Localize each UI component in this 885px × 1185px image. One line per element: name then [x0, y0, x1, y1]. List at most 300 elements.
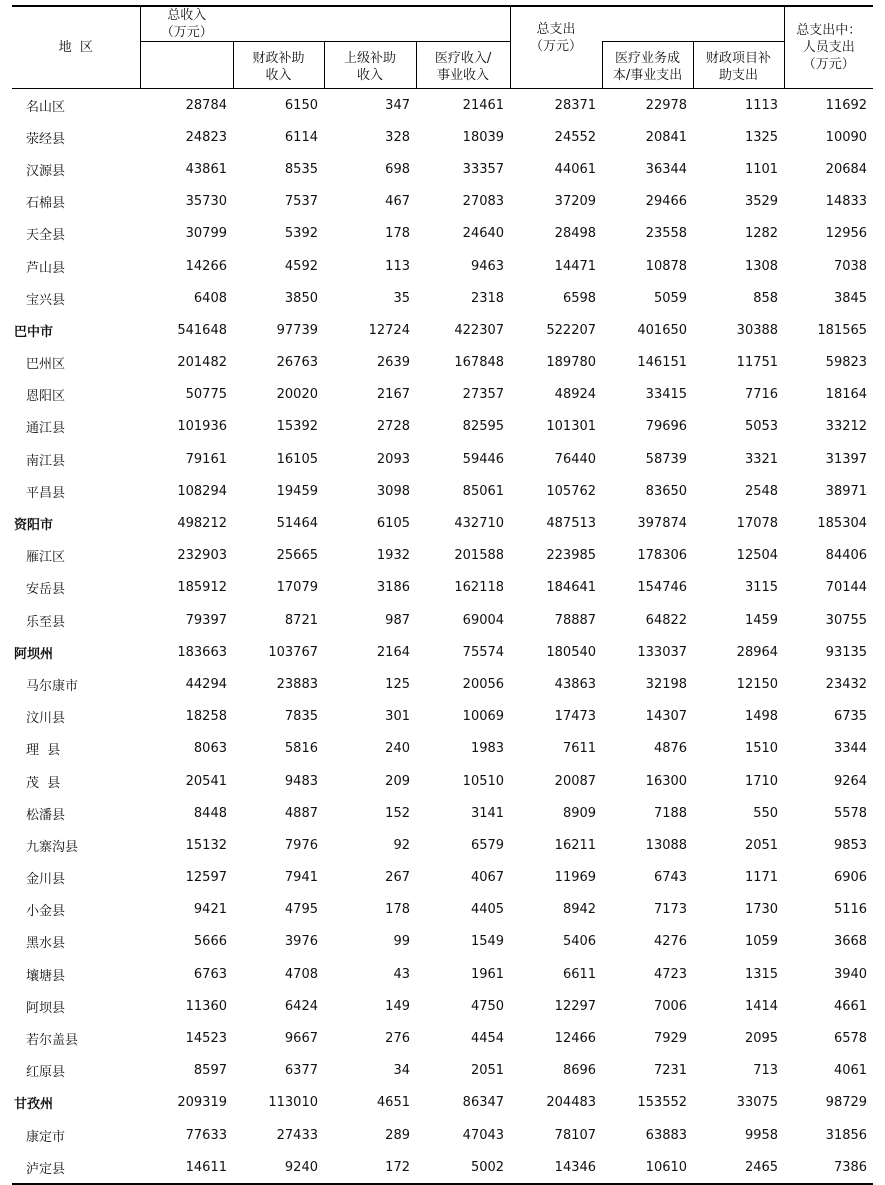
- table-header: [12, 6, 873, 89]
- value-cell: 541648: [177, 322, 227, 338]
- value-cell: 9463: [470, 258, 505, 274]
- region-name-cell: 阿坝州: [14, 646, 54, 662]
- value-cell: 17079: [276, 580, 318, 596]
- table-row: [12, 636, 873, 668]
- value-cell: 6735: [833, 709, 868, 725]
- value-cell: 27083: [462, 194, 505, 210]
- value-cell: 713: [753, 1063, 779, 1079]
- value-cell: 522207: [546, 322, 597, 338]
- value-cell: 113: [385, 258, 410, 274]
- value-cell: 2167: [376, 387, 410, 403]
- value-cell: 7188: [653, 805, 688, 821]
- value-cell: 14307: [645, 709, 688, 725]
- table-row: [12, 733, 873, 765]
- value-cell: 5059: [653, 290, 688, 306]
- value-cell: 152: [385, 805, 410, 821]
- value-cell: 9483: [284, 773, 318, 789]
- table-row: [12, 572, 873, 604]
- table-body: [12, 89, 873, 1185]
- value-cell: 32198: [645, 676, 688, 692]
- value-cell: 3098: [376, 483, 410, 499]
- value-cell: 347: [385, 97, 410, 113]
- value-cell: 178: [385, 902, 410, 918]
- table-row: [12, 1055, 873, 1087]
- value-cell: 397874: [637, 516, 688, 532]
- value-cell: 184641: [546, 580, 597, 596]
- value-cell: 4405: [470, 902, 505, 918]
- value-cell: 9421: [193, 902, 227, 918]
- table-row: [12, 475, 873, 507]
- value-cell: 27357: [462, 387, 505, 403]
- value-cell: 1325: [744, 129, 779, 145]
- table-row: [12, 186, 873, 218]
- region-name-cell: 红原县: [26, 1065, 66, 1081]
- value-cell: 7976: [284, 837, 318, 853]
- value-cell: 2728: [376, 419, 410, 435]
- value-cell: 2095: [744, 1031, 779, 1047]
- value-cell: 76440: [554, 451, 597, 467]
- value-cell: 276: [385, 1031, 410, 1047]
- value-cell: 6105: [376, 516, 410, 532]
- value-cell: 8063: [193, 741, 227, 757]
- value-cell: 2318: [470, 290, 505, 306]
- region-name-cell: 雁江区: [26, 550, 66, 566]
- value-cell: 3344: [833, 741, 868, 757]
- value-cell: 31856: [825, 1127, 868, 1143]
- value-cell: 698: [385, 161, 410, 177]
- value-cell: 498212: [177, 516, 227, 532]
- region-name-cell: 巴州区: [26, 357, 66, 373]
- value-cell: 7611: [562, 741, 597, 757]
- table-row: [12, 250, 873, 282]
- value-cell: 2093: [376, 451, 410, 467]
- table-row: [12, 1022, 873, 1054]
- value-cell: 18258: [185, 709, 227, 725]
- value-cell: 78887: [554, 612, 597, 628]
- region-name-cell: 安岳县: [26, 582, 66, 598]
- value-cell: 43: [393, 966, 410, 982]
- value-cell: 18039: [462, 129, 505, 145]
- value-cell: 20087: [554, 773, 597, 789]
- value-cell: 189780: [546, 355, 597, 371]
- value-cell: 82595: [462, 419, 505, 435]
- table-row: [12, 443, 873, 475]
- value-cell: 51464: [276, 516, 318, 532]
- value-cell: 153552: [637, 1095, 688, 1111]
- table-row: [12, 862, 873, 894]
- region-name-cell: 汉源县: [26, 163, 66, 179]
- value-cell: 18164: [825, 387, 868, 403]
- value-cell: 79696: [645, 419, 688, 435]
- value-cell: 36344: [645, 161, 688, 177]
- table-row: [12, 121, 873, 153]
- table-row: [12, 507, 873, 539]
- value-cell: 180540: [546, 644, 597, 660]
- value-cell: 1315: [744, 966, 779, 982]
- value-cell: 289: [385, 1127, 410, 1143]
- value-cell: 12956: [825, 226, 868, 242]
- value-cell: 223985: [546, 548, 597, 564]
- value-cell: 2639: [376, 355, 410, 371]
- table-row: [12, 765, 873, 797]
- value-cell: 1932: [376, 548, 410, 564]
- value-cell: 4661: [833, 998, 868, 1014]
- value-cell: 5578: [833, 805, 868, 821]
- value-cell: 4795: [284, 902, 318, 918]
- value-cell: 9667: [284, 1031, 318, 1047]
- value-cell: 1510: [744, 741, 779, 757]
- region-name-cell: 巴中市: [14, 324, 54, 340]
- value-cell: 7716: [744, 387, 779, 403]
- value-cell: 14471: [554, 258, 597, 274]
- value-cell: 1414: [744, 998, 779, 1014]
- region-name-cell: 金川县: [26, 872, 66, 888]
- value-cell: 8597: [193, 1063, 227, 1079]
- value-cell: 27433: [276, 1127, 318, 1143]
- value-cell: 44294: [185, 676, 227, 692]
- value-cell: 3850: [284, 290, 318, 306]
- table-row: [12, 218, 873, 250]
- value-cell: 8721: [284, 612, 318, 628]
- table-row: [12, 926, 873, 958]
- table-row: [12, 894, 873, 926]
- value-cell: 79397: [185, 612, 227, 628]
- value-cell: 19459: [276, 483, 318, 499]
- table-row: [12, 1119, 873, 1151]
- value-cell: 10510: [462, 773, 505, 789]
- value-cell: 487513: [546, 516, 597, 532]
- value-cell: 3976: [284, 934, 318, 950]
- value-cell: 1710: [744, 773, 779, 789]
- value-cell: 858: [753, 290, 779, 306]
- value-cell: 8909: [562, 805, 597, 821]
- table-row: [12, 411, 873, 443]
- value-cell: 6743: [653, 870, 688, 886]
- value-cell: 7231: [653, 1063, 688, 1079]
- region-name-cell: 泸定县: [12, 1151, 140, 1184]
- value-cell: 47043: [462, 1127, 505, 1143]
- value-cell: 3668: [833, 934, 868, 950]
- value-cell: 3141: [470, 805, 505, 821]
- value-cell: 59446: [462, 451, 505, 467]
- value-cell: 33075: [736, 1095, 779, 1111]
- value-cell: 105762: [546, 483, 597, 499]
- value-cell: 185912: [177, 580, 227, 596]
- value-cell: 149: [385, 998, 410, 1014]
- statistics-table-container: [12, 5, 873, 1185]
- value-cell: 181565: [817, 322, 868, 338]
- value-cell: 63883: [645, 1127, 688, 1143]
- value-cell: 2465: [693, 1151, 784, 1184]
- value-cell: 9240: [233, 1151, 324, 1184]
- value-cell: 3115: [744, 580, 779, 596]
- value-cell: 5392: [284, 226, 318, 242]
- value-cell: 467: [385, 194, 410, 210]
- header-superior-subsidy-income: 上级补助 收入: [324, 42, 416, 89]
- value-cell: 12597: [185, 870, 227, 886]
- value-cell: 20020: [276, 387, 318, 403]
- value-cell: 1549: [470, 934, 505, 950]
- region-name-cell: 理 县: [26, 743, 61, 759]
- value-cell: 10090: [825, 129, 868, 145]
- value-cell: 5406: [562, 934, 597, 950]
- table-row: [12, 89, 873, 122]
- value-cell: 987: [385, 612, 410, 628]
- value-cell: 4723: [653, 966, 688, 982]
- table-row: [12, 379, 873, 411]
- region-name-cell: 茂 县: [26, 775, 61, 791]
- value-cell: 550: [753, 805, 779, 821]
- value-cell: 35730: [185, 194, 227, 210]
- value-cell: 17473: [554, 709, 597, 725]
- value-cell: 6763: [193, 966, 227, 982]
- value-cell: 1730: [744, 902, 779, 918]
- value-cell: 133037: [637, 644, 688, 660]
- header-total-expenditure: 总支出 （万元）: [510, 6, 602, 89]
- table-row: [12, 347, 873, 379]
- region-name-cell: 通江县: [26, 421, 66, 437]
- value-cell: 97739: [276, 322, 318, 338]
- value-cell: 12297: [554, 998, 597, 1014]
- value-cell: 20056: [462, 676, 505, 692]
- table-row: [12, 604, 873, 636]
- value-cell: 98729: [825, 1095, 868, 1111]
- region-name-cell: 恩阳区: [26, 389, 66, 405]
- value-cell: 6611: [562, 966, 597, 982]
- value-cell: 6578: [833, 1031, 868, 1047]
- value-cell: 44061: [554, 161, 597, 177]
- value-cell: 8448: [193, 805, 227, 821]
- header-income-group: [233, 6, 510, 42]
- value-cell: 1498: [744, 709, 779, 725]
- value-cell: 103767: [268, 644, 318, 660]
- value-cell: 162118: [454, 580, 505, 596]
- value-cell: 8535: [284, 161, 318, 177]
- value-cell: 167848: [454, 355, 505, 371]
- value-cell: 14611: [140, 1151, 233, 1184]
- value-cell: 178306: [637, 548, 688, 564]
- value-cell: 11360: [185, 998, 227, 1014]
- value-cell: 83650: [645, 483, 688, 499]
- value-cell: 10610: [602, 1151, 693, 1184]
- value-cell: 3529: [744, 194, 779, 210]
- region-name-cell: 若尔盖县: [26, 1033, 79, 1049]
- value-cell: 5002: [416, 1151, 510, 1184]
- value-cell: 9958: [744, 1127, 779, 1143]
- value-cell: 58739: [645, 451, 688, 467]
- value-cell: 86347: [462, 1095, 505, 1111]
- value-cell: 11692: [825, 97, 868, 113]
- region-name-cell: 松潘县: [26, 807, 66, 823]
- value-cell: 185304: [817, 516, 868, 532]
- value-cell: 178: [385, 226, 410, 242]
- value-cell: 25665: [276, 548, 318, 564]
- value-cell: 20541: [185, 773, 227, 789]
- value-cell: 6579: [470, 837, 505, 853]
- value-cell: 10878: [645, 258, 688, 274]
- value-cell: 28784: [185, 97, 227, 113]
- value-cell: 4876: [653, 741, 688, 757]
- value-cell: 17078: [736, 516, 779, 532]
- value-cell: 4651: [376, 1095, 410, 1111]
- region-name-cell: 阿坝县: [26, 1000, 66, 1016]
- value-cell: 3940: [833, 966, 868, 982]
- value-cell: 12150: [736, 676, 779, 692]
- value-cell: 84406: [825, 548, 868, 564]
- value-cell: 7929: [653, 1031, 688, 1047]
- value-cell: 13088: [645, 837, 688, 853]
- value-cell: 7941: [284, 870, 318, 886]
- value-cell: 24552: [554, 129, 597, 145]
- value-cell: 5053: [744, 419, 779, 435]
- value-cell: 1459: [744, 612, 779, 628]
- value-cell: 113010: [268, 1095, 318, 1111]
- region-name-cell: 芦山县: [26, 260, 66, 276]
- region-name-cell: 南江县: [26, 453, 66, 469]
- value-cell: 7835: [284, 709, 318, 725]
- value-cell: 7386: [784, 1151, 873, 1184]
- value-cell: 26763: [276, 355, 318, 371]
- table-row: [12, 958, 873, 990]
- value-cell: 50775: [185, 387, 227, 403]
- region-name-cell: 荥经县: [26, 131, 66, 147]
- value-cell: 93135: [825, 644, 868, 660]
- header-fiscal-subsidy-income: 财政补助 收入: [233, 42, 324, 89]
- region-name-cell: 康定市: [26, 1129, 66, 1145]
- value-cell: 16300: [645, 773, 688, 789]
- table-row: [12, 797, 873, 829]
- value-cell: 34: [393, 1063, 410, 1079]
- region-name-cell: 壤塘县: [26, 968, 66, 984]
- region-name-cell: 平昌县: [26, 485, 66, 501]
- value-cell: 3845: [833, 290, 868, 306]
- value-cell: 232903: [177, 548, 227, 564]
- health-finance-table: [12, 5, 873, 1185]
- region-name-cell: 小金县: [26, 904, 66, 920]
- value-cell: 14266: [185, 258, 227, 274]
- value-cell: 64822: [645, 612, 688, 628]
- value-cell: 3321: [744, 451, 779, 467]
- value-cell: 1308: [744, 258, 779, 274]
- region-name-cell: 甘孜州: [14, 1097, 54, 1113]
- value-cell: 29466: [645, 194, 688, 210]
- value-cell: 5666: [193, 934, 227, 950]
- header-expenditure-group: [602, 6, 784, 42]
- value-cell: 6114: [284, 129, 318, 145]
- table-row: [12, 1087, 873, 1119]
- value-cell: 14346: [510, 1151, 602, 1184]
- value-cell: 48924: [554, 387, 597, 403]
- value-cell: 4276: [653, 934, 688, 950]
- value-cell: 20684: [825, 161, 868, 177]
- region-name-cell: 资阳市: [14, 518, 54, 534]
- header-region: 地 区: [12, 6, 140, 89]
- value-cell: 21461: [462, 97, 505, 113]
- value-cell: 5116: [833, 902, 868, 918]
- value-cell: 6408: [193, 290, 227, 306]
- table-row: [12, 153, 873, 185]
- header-medical-cost: 医疗业务成 本/事业支出: [602, 42, 693, 89]
- value-cell: 201588: [454, 548, 505, 564]
- value-cell: 209: [385, 773, 410, 789]
- header-personnel-expenditure: 总支出中： 人员支出 （万元）: [784, 6, 873, 89]
- value-cell: 154746: [637, 580, 688, 596]
- value-cell: 20841: [645, 129, 688, 145]
- value-cell: 11751: [736, 355, 779, 371]
- value-cell: 201482: [177, 355, 227, 371]
- value-cell: 30755: [825, 612, 868, 628]
- value-cell: 2164: [376, 644, 410, 660]
- value-cell: 30799: [185, 226, 227, 242]
- value-cell: 11969: [554, 870, 597, 886]
- value-cell: 2548: [744, 483, 779, 499]
- value-cell: 33357: [462, 161, 505, 177]
- region-name-cell: 天全县: [26, 228, 66, 244]
- value-cell: 28964: [736, 644, 779, 660]
- value-cell: 6598: [562, 290, 597, 306]
- value-cell: 24823: [185, 129, 227, 145]
- value-cell: 1983: [470, 741, 505, 757]
- value-cell: 4750: [470, 998, 505, 1014]
- region-name-cell: 九寨沟县: [26, 839, 79, 855]
- header-fiscal-project-expenditure: 财政项目补 助支出: [693, 42, 784, 89]
- value-cell: 432710: [454, 516, 505, 532]
- value-cell: 209319: [177, 1095, 227, 1111]
- value-cell: 9853: [833, 837, 868, 853]
- table-row: [12, 668, 873, 700]
- value-cell: 4887: [284, 805, 318, 821]
- value-cell: 1171: [744, 870, 779, 886]
- value-cell: 2051: [744, 837, 779, 853]
- value-cell: 69004: [462, 612, 505, 628]
- value-cell: 10069: [462, 709, 505, 725]
- value-cell: 43861: [185, 161, 227, 177]
- value-cell: 101936: [177, 419, 227, 435]
- header-medical-business-income: 医疗收入/ 事业收入: [416, 42, 510, 89]
- value-cell: 92: [393, 837, 410, 853]
- value-cell: 183663: [177, 644, 227, 660]
- table-row: [12, 829, 873, 861]
- value-cell: 37209: [554, 194, 597, 210]
- value-cell: 7537: [284, 194, 318, 210]
- value-cell: 172: [324, 1151, 416, 1184]
- value-cell: 79161: [185, 451, 227, 467]
- value-cell: 22978: [645, 97, 688, 113]
- value-cell: 38971: [825, 483, 868, 499]
- value-cell: 108294: [177, 483, 227, 499]
- value-cell: 14523: [185, 1031, 227, 1047]
- value-cell: 3186: [376, 580, 410, 596]
- value-cell: 1101: [744, 161, 779, 177]
- region-name-cell: 黑水县: [26, 936, 66, 952]
- table-row: [12, 701, 873, 733]
- value-cell: 301: [385, 709, 410, 725]
- table-row: [12, 1151, 873, 1184]
- value-cell: 8696: [562, 1063, 597, 1079]
- value-cell: 43863: [554, 676, 597, 692]
- value-cell: 28498: [554, 226, 597, 242]
- value-cell: 31397: [825, 451, 868, 467]
- header-total-income-spacer: [140, 42, 233, 89]
- table-row: [12, 282, 873, 314]
- value-cell: 77633: [185, 1127, 227, 1143]
- value-cell: 35: [393, 290, 410, 306]
- region-name-cell: 乐至县: [26, 614, 66, 630]
- value-cell: 33212: [825, 419, 868, 435]
- value-cell: 70144: [825, 580, 868, 596]
- value-cell: 401650: [637, 322, 688, 338]
- value-cell: 204483: [546, 1095, 597, 1111]
